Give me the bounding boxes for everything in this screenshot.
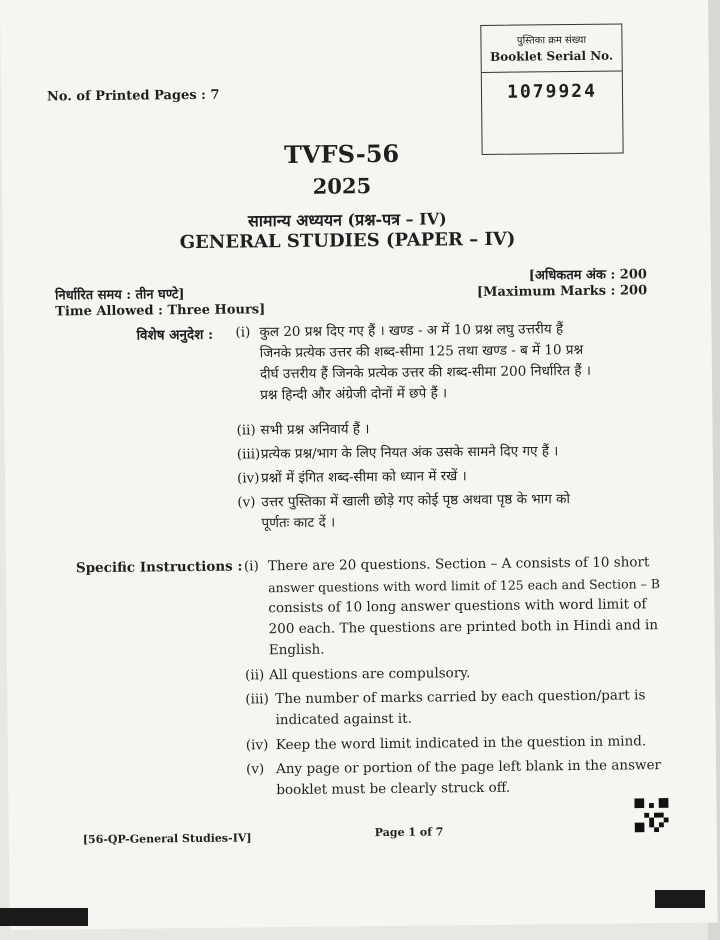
instruction-en-item <box>243 552 664 659</box>
instruction-hi-item <box>236 416 656 439</box>
booklet-serial-box <box>480 23 623 154</box>
footer-page-number: Page 1 of 7 <box>374 825 444 840</box>
booklet-serial-label-hi: पुस्तिका क्रम संख्या <box>516 34 587 47</box>
instruction-en-line: booklet must be clearly struck off. <box>276 779 511 799</box>
footer-paper-code: [56-QP-General Studies-IV] <box>82 831 252 847</box>
instruction-en-line: There are 20 questions. Section – A consists of 10 short <box>267 554 650 575</box>
instruction-hi-line: कुल 20 प्रश्न दिए गए हैं । खण्ड - अ में 10 प्रश्न लघु उत्तरीय हैं <box>259 321 564 341</box>
instruction-hi-line: पूर्णतः काट दें । <box>261 514 336 532</box>
instruction-hi-item <box>235 318 655 404</box>
paper-code: TVFS-56 <box>283 138 400 170</box>
instruction-hi-number: (iii) <box>236 446 261 463</box>
instruction-hi-line: सभी प्रश्न अनिवार्य हैं । <box>260 421 370 439</box>
instruction-en-line: indicated against it. <box>275 710 412 729</box>
instruction-en-line: 200 each. The questions are printed both in Hindi and in <box>268 617 659 638</box>
instruction-en-number: (ii) <box>245 667 265 684</box>
instructions-en-label: Specific Instructions : <box>75 558 243 577</box>
instruction-hi-line: उत्तर पुस्तिका में खाली छोड़े गए कोई पृष्ठ अथवा पृष्ठ के भाग को <box>261 491 571 511</box>
instruction-hi-line: दीर्घ उत्तरीय हैं जिनके प्रत्येक उत्तर की शब्द-सीमा 200 निर्धारित हैं । <box>259 362 592 383</box>
instruction-en-item <box>245 661 665 684</box>
qr-code-icon <box>634 798 668 832</box>
instruction-hi-number: (ii) <box>236 422 256 439</box>
instruction-en-line: English. <box>268 641 325 659</box>
instruction-en-line: consists of 10 long answer questions with word limit of <box>268 596 647 617</box>
instruction-en-number: (iii) <box>245 691 269 708</box>
exam-year: 2025 <box>312 173 372 199</box>
instruction-en-number: (v) <box>245 761 265 778</box>
instruction-en-line: Any page or portion of the page left blank in the answer <box>275 757 662 778</box>
instruction-hi-line: प्रश्न हिन्दी और अंग्रेजी दोनों में छपे हैं । <box>260 385 448 404</box>
booklet-serial-number: 1079924 <box>506 80 598 103</box>
time-allowed-en: Time Allowed : Three Hours] <box>55 302 266 320</box>
max-marks-hi: [अधिकतम अंक : 200 <box>528 267 647 284</box>
instructions-hi-label: विशेष अनुदेश : <box>136 326 214 344</box>
time-allowed-hi: निर्धारित समय : तीन घण्टे] <box>55 287 185 304</box>
max-marks-en: [Maximum Marks : 200 <box>476 283 648 301</box>
instruction-hi-line: जिनके प्रत्येक उत्तर की शब्द-सीमा 125 तथा खण्ड - ब में 10 प्रश्न <box>259 341 584 362</box>
instruction-hi-number: (v) <box>237 494 256 511</box>
instruction-hi-line: प्रत्येक प्रश्न/भाग के लिए नियत अंक उसके सामने दिए गए हैं । <box>260 443 559 463</box>
instruction-en-number: (iv) <box>245 737 269 754</box>
scan-mark-right <box>655 890 705 908</box>
subject-title-en: GENERAL STUDIES (PAPER – IV) <box>179 228 516 254</box>
instruction-hi-line: प्रश्नों में इंगित शब्द-सीमा को ध्यान में रखें । <box>260 468 467 487</box>
scan-mark-left <box>0 908 88 926</box>
booklet-serial-header <box>481 24 621 72</box>
instruction-en-line: The number of marks carried by each question/part is <box>275 687 646 708</box>
instruction-en-line: answer questions with word limit of 125 each and Section – B <box>268 576 661 596</box>
booklet-serial-label-en: Booklet Serial No. <box>490 48 614 64</box>
subject-title-hi: सामान्य अध्ययन (प्रश्न-पत्र – IV) <box>247 209 447 231</box>
instruction-en-number: (i) <box>243 558 259 575</box>
instruction-en-item <box>245 731 666 754</box>
instruction-hi-number: (iv) <box>236 470 260 487</box>
instruction-en-line: All questions are compulsory. <box>269 665 471 684</box>
instruction-hi-number: (i) <box>235 324 251 341</box>
printed-pages: No. of Printed Pages : 7 <box>46 87 220 105</box>
instruction-en-line: Keep the word limit indicated in the question in mind. <box>275 733 647 754</box>
